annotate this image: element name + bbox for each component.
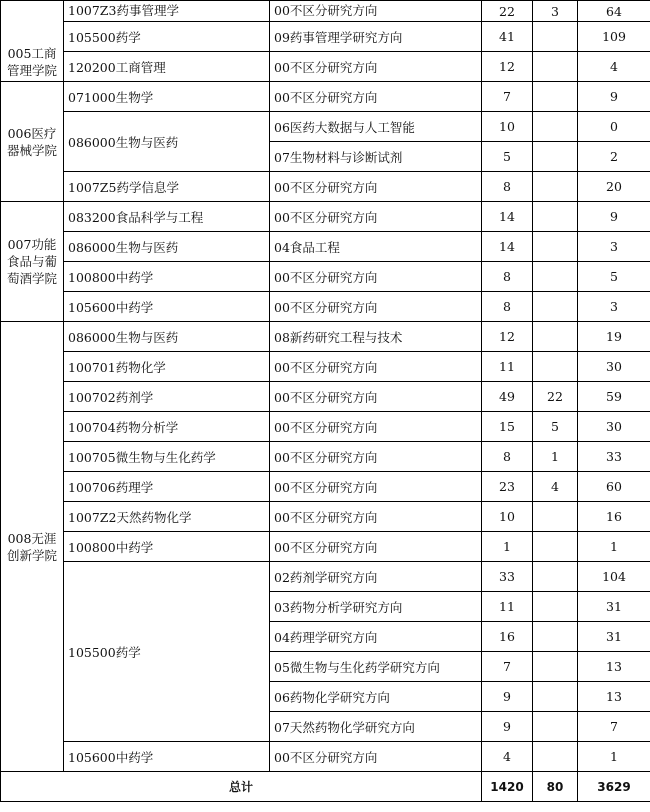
direction-cell: 00不区分研究方向 (270, 262, 482, 292)
table-row (1, 352, 650, 382)
count-b-cell (533, 532, 578, 562)
count-a-cell: 22 (482, 1, 533, 22)
major-cell: 100800中药学 (64, 262, 270, 292)
table-row (1, 742, 650, 772)
table-row (1, 382, 650, 412)
major-cell: 105600中药学 (64, 292, 270, 322)
count-c-cell: 2 (578, 142, 650, 172)
count-c-cell: 16 (578, 502, 650, 532)
total-row (1, 772, 650, 802)
direction-cell: 00不区分研究方向 (270, 292, 482, 322)
count-c-cell: 31 (578, 592, 650, 622)
table-row (1, 232, 650, 262)
direction-cell: 00不区分研究方向 (270, 202, 482, 232)
direction-cell: 00不区分研究方向 (270, 502, 482, 532)
major-cell: 086000生物与医药 (64, 232, 270, 262)
direction-cell: 00不区分研究方向 (270, 472, 482, 502)
count-b-cell (533, 352, 578, 382)
college-cell: 008无涯创新学院 (1, 322, 64, 772)
direction-cell: 04食品工程 (270, 232, 482, 262)
major-cell: 083200食品科学与工程 (64, 202, 270, 232)
major-cell: 1007Z3药事管理学 (64, 1, 270, 22)
count-b-cell: 22 (533, 382, 578, 412)
count-c-cell: 60 (578, 472, 650, 502)
count-a-cell: 1 (482, 532, 533, 562)
college-cell: 006医疗器械学院 (1, 82, 64, 202)
count-c-cell: 30 (578, 412, 650, 442)
total-c: 3629 (578, 772, 650, 802)
count-a-cell: 4 (482, 742, 533, 772)
table-row (1, 1, 650, 22)
count-c-cell: 1 (578, 742, 650, 772)
major-cell: 100800中药学 (64, 532, 270, 562)
major-cell: 105500药学 (64, 22, 270, 52)
direction-cell: 07生物材料与诊断试剂 (270, 142, 482, 172)
direction-cell: 00不区分研究方向 (270, 742, 482, 772)
table-row (1, 532, 650, 562)
count-a-cell: 7 (482, 82, 533, 112)
college-cell: 005工商管理学院 (1, 1, 64, 82)
direction-cell: 08新药研究工程与技术 (270, 322, 482, 352)
table-row (1, 472, 650, 502)
count-c-cell: 64 (578, 1, 650, 22)
count-a-cell: 11 (482, 352, 533, 382)
count-c-cell: 3 (578, 232, 650, 262)
count-a-cell: 8 (482, 262, 533, 292)
count-c-cell: 0 (578, 112, 650, 142)
count-b-cell (533, 742, 578, 772)
total-a: 1420 (482, 772, 533, 802)
table-row (1, 562, 650, 592)
count-b-cell (533, 112, 578, 142)
count-a-cell: 41 (482, 22, 533, 52)
direction-cell: 06药物化学研究方向 (270, 682, 482, 712)
direction-cell: 05微生物与生化药学研究方向 (270, 652, 482, 682)
count-c-cell: 59 (578, 382, 650, 412)
direction-cell: 00不区分研究方向 (270, 52, 482, 82)
table-row (1, 202, 650, 232)
table-row (1, 412, 650, 442)
table-row (1, 292, 650, 322)
count-a-cell: 10 (482, 112, 533, 142)
count-a-cell: 33 (482, 562, 533, 592)
major-cell: 100705微生物与生化药学 (64, 442, 270, 472)
count-c-cell: 9 (578, 82, 650, 112)
direction-cell: 06医药大数据与人工智能 (270, 112, 482, 142)
major-cell: 120200工商管理 (64, 52, 270, 82)
count-c-cell: 3 (578, 292, 650, 322)
count-c-cell: 9 (578, 202, 650, 232)
count-b-cell (533, 262, 578, 292)
total-label: 总计 (1, 772, 482, 802)
count-b-cell (533, 52, 578, 82)
total-b: 80 (533, 772, 578, 802)
direction-cell: 07天然药物化学研究方向 (270, 712, 482, 742)
count-c-cell: 31 (578, 622, 650, 652)
major-cell: 105500药学 (64, 562, 270, 742)
count-a-cell: 10 (482, 502, 533, 532)
count-c-cell: 13 (578, 682, 650, 712)
major-cell: 100704药物分析学 (64, 412, 270, 442)
count-b-cell (533, 562, 578, 592)
table-row (1, 112, 650, 142)
count-a-cell: 23 (482, 472, 533, 502)
direction-cell: 03药物分析学研究方向 (270, 592, 482, 622)
direction-cell: 00不区分研究方向 (270, 382, 482, 412)
major-cell: 1007Z5药学信息学 (64, 172, 270, 202)
count-b-cell (533, 82, 578, 112)
count-a-cell: 12 (482, 52, 533, 82)
direction-cell: 02药剂学研究方向 (270, 562, 482, 592)
count-a-cell: 9 (482, 682, 533, 712)
count-b-cell (533, 622, 578, 652)
count-c-cell: 20 (578, 172, 650, 202)
count-c-cell: 104 (578, 562, 650, 592)
count-c-cell: 19 (578, 322, 650, 352)
major-cell: 100701药物化学 (64, 352, 270, 382)
count-b-cell: 3 (533, 1, 578, 22)
count-b-cell: 5 (533, 412, 578, 442)
table-row (1, 82, 650, 112)
count-b-cell: 1 (533, 442, 578, 472)
count-b-cell (533, 202, 578, 232)
direction-cell: 00不区分研究方向 (270, 172, 482, 202)
count-a-cell: 5 (482, 142, 533, 172)
count-a-cell: 12 (482, 322, 533, 352)
count-a-cell: 8 (482, 442, 533, 472)
table-row (1, 172, 650, 202)
count-b-cell (533, 22, 578, 52)
count-c-cell: 1 (578, 532, 650, 562)
count-a-cell: 14 (482, 202, 533, 232)
count-b-cell (533, 232, 578, 262)
count-c-cell: 7 (578, 712, 650, 742)
count-a-cell: 14 (482, 232, 533, 262)
table-row (1, 442, 650, 472)
count-a-cell: 9 (482, 712, 533, 742)
direction-cell: 00不区分研究方向 (270, 412, 482, 442)
major-cell: 105600中药学 (64, 742, 270, 772)
count-b-cell (533, 652, 578, 682)
direction-cell: 09药事管理学研究方向 (270, 22, 482, 52)
table-row (1, 322, 650, 352)
count-b-cell (533, 682, 578, 712)
major-cell: 100702药剂学 (64, 382, 270, 412)
count-c-cell: 33 (578, 442, 650, 472)
count-c-cell: 109 (578, 22, 650, 52)
table-row (1, 262, 650, 292)
count-a-cell: 7 (482, 652, 533, 682)
table-row (1, 52, 650, 82)
count-b-cell (533, 712, 578, 742)
major-cell: 071000生物学 (64, 82, 270, 112)
major-cell: 100706药理学 (64, 472, 270, 502)
count-a-cell: 16 (482, 622, 533, 652)
direction-cell: 00不区分研究方向 (270, 1, 482, 22)
count-a-cell: 8 (482, 292, 533, 322)
count-a-cell: 49 (482, 382, 533, 412)
major-cell: 086000生物与医药 (64, 322, 270, 352)
direction-cell: 00不区分研究方向 (270, 82, 482, 112)
count-b-cell (533, 292, 578, 322)
direction-cell: 00不区分研究方向 (270, 532, 482, 562)
direction-cell: 00不区分研究方向 (270, 352, 482, 382)
count-b-cell: 4 (533, 472, 578, 502)
direction-cell: 00不区分研究方向 (270, 442, 482, 472)
count-b-cell (533, 592, 578, 622)
count-c-cell: 13 (578, 652, 650, 682)
count-c-cell: 30 (578, 352, 650, 382)
table-row (1, 502, 650, 532)
table-row (1, 22, 650, 52)
college-cell: 007功能食品与葡萄酒学院 (1, 202, 64, 322)
count-a-cell: 8 (482, 172, 533, 202)
count-b-cell (533, 142, 578, 172)
count-a-cell: 11 (482, 592, 533, 622)
major-cell: 086000生物与医药 (64, 112, 270, 172)
count-b-cell (533, 322, 578, 352)
count-c-cell: 4 (578, 52, 650, 82)
count-b-cell (533, 502, 578, 532)
direction-cell: 04药理学研究方向 (270, 622, 482, 652)
count-b-cell (533, 172, 578, 202)
count-a-cell: 15 (482, 412, 533, 442)
count-c-cell: 5 (578, 262, 650, 292)
major-cell: 1007Z2天然药物化学 (64, 502, 270, 532)
